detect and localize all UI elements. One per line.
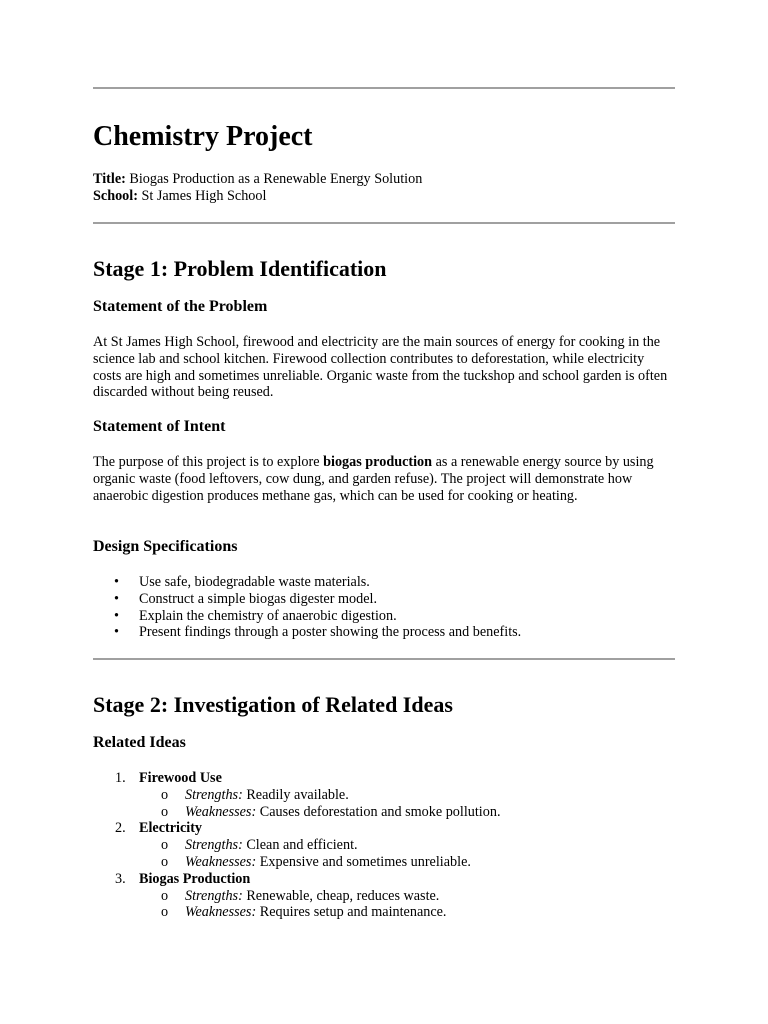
spec-heading: Design Specifications bbox=[93, 538, 238, 555]
list-item bbox=[93, 871, 675, 921]
problem-paragraph: At St James High School, firewood and electricity are the main sources of energy for cooking in the science lab and school kitchen. Firewood collection contributes to deforestation, while electricity costs are high and sometimes unreliable. Organic waste from the tuckshop and school garden is often discarded without being reused. bbox=[93, 334, 668, 401]
sub-marker: o bbox=[161, 837, 169, 854]
weaknesses-label: Weaknesses: bbox=[185, 853, 257, 870]
related-ideas-list bbox=[93, 770, 675, 921]
weaknesses-text: Causes deforestation and smoke pollution. bbox=[259, 803, 501, 820]
project-title-line bbox=[93, 171, 675, 188]
intent-paragraph bbox=[93, 454, 675, 504]
strengths-label: Strengths: bbox=[185, 837, 243, 854]
strengths-label: Strengths: bbox=[185, 887, 243, 904]
intent-heading: Statement of Intent bbox=[93, 418, 226, 435]
school-label: School: bbox=[93, 188, 138, 204]
page-title: Chemistry Project bbox=[93, 121, 313, 152]
sub-marker: o bbox=[161, 803, 169, 820]
weaknesses-label: Weaknesses: bbox=[185, 904, 257, 921]
item-number: 1. bbox=[115, 770, 126, 786]
intent-bold-term: biogas production bbox=[323, 454, 433, 470]
stage1-heading: Stage 1: Problem Identification bbox=[93, 256, 387, 281]
intent-text-end: as a renewable energy source by using organic waste (food leftovers, cow dung, and garden refuse). The project will demonstrate how anaerobic digestion produces methane gas, which can be used for cooking or heating. bbox=[93, 454, 654, 504]
idea-name: Electricity bbox=[139, 820, 203, 837]
weaknesses-label: Weaknesses: bbox=[185, 803, 257, 820]
related-heading: Related Ideas bbox=[93, 734, 186, 751]
weaknesses-text: Requires setup and maintenance. bbox=[259, 904, 447, 921]
item-number: 3. bbox=[115, 870, 126, 887]
weaknesses-item bbox=[139, 904, 675, 921]
strengths-text: Readily available. bbox=[246, 786, 349, 803]
weaknesses-text: Expensive and sometimes unreliable. bbox=[259, 853, 471, 870]
top-divider bbox=[93, 87, 675, 89]
list-item bbox=[93, 574, 675, 591]
school-value: St James High School bbox=[141, 188, 267, 204]
idea-name: Biogas Production bbox=[139, 870, 251, 887]
list-item bbox=[93, 608, 675, 625]
bullet-marker: • bbox=[114, 624, 119, 641]
weaknesses-item bbox=[139, 804, 675, 821]
spec-text: Construct a simple biogas digester model. bbox=[139, 590, 377, 607]
sub-marker: o bbox=[161, 853, 169, 870]
strengths-label: Strengths: bbox=[185, 786, 243, 803]
list-item bbox=[93, 624, 675, 641]
bullet-marker: • bbox=[114, 590, 119, 607]
strengths-text: Renewable, cheap, reduces waste. bbox=[246, 887, 440, 904]
strengths-item bbox=[139, 787, 675, 804]
idea-details bbox=[139, 837, 675, 871]
divider-2 bbox=[93, 658, 675, 660]
spec-list bbox=[93, 574, 675, 641]
school-line bbox=[93, 188, 675, 205]
divider-1 bbox=[93, 222, 675, 224]
item-number: 2. bbox=[115, 820, 126, 837]
idea-details bbox=[139, 787, 675, 821]
weaknesses-item bbox=[139, 854, 675, 871]
strengths-item bbox=[139, 888, 675, 905]
sub-marker: o bbox=[161, 904, 169, 921]
list-item bbox=[93, 820, 675, 870]
sub-marker: o bbox=[161, 887, 169, 904]
list-item bbox=[93, 770, 675, 820]
spec-text: Explain the chemistry of anaerobic digestion. bbox=[139, 607, 397, 624]
bullet-marker: • bbox=[114, 574, 119, 590]
strengths-text: Clean and efficient. bbox=[246, 837, 358, 854]
bullet-marker: • bbox=[114, 607, 119, 624]
intent-text-start: The purpose of this project is to explore bbox=[93, 454, 324, 470]
idea-details bbox=[139, 888, 675, 922]
list-item bbox=[93, 591, 675, 608]
stage2-heading: Stage 2: Investigation of Related Ideas bbox=[93, 692, 453, 717]
problem-heading: Statement of the Problem bbox=[93, 298, 268, 315]
spec-text: Use safe, biodegradable waste materials. bbox=[139, 574, 370, 590]
idea-name: Firewood Use bbox=[139, 770, 222, 786]
title-label: Title: bbox=[93, 171, 126, 187]
spec-text: Present findings through a poster showing the process and benefits. bbox=[139, 624, 522, 641]
title-value: Biogas Production as a Renewable Energy Solution bbox=[129, 171, 423, 187]
sub-marker: o bbox=[161, 786, 169, 803]
strengths-item bbox=[139, 837, 675, 854]
